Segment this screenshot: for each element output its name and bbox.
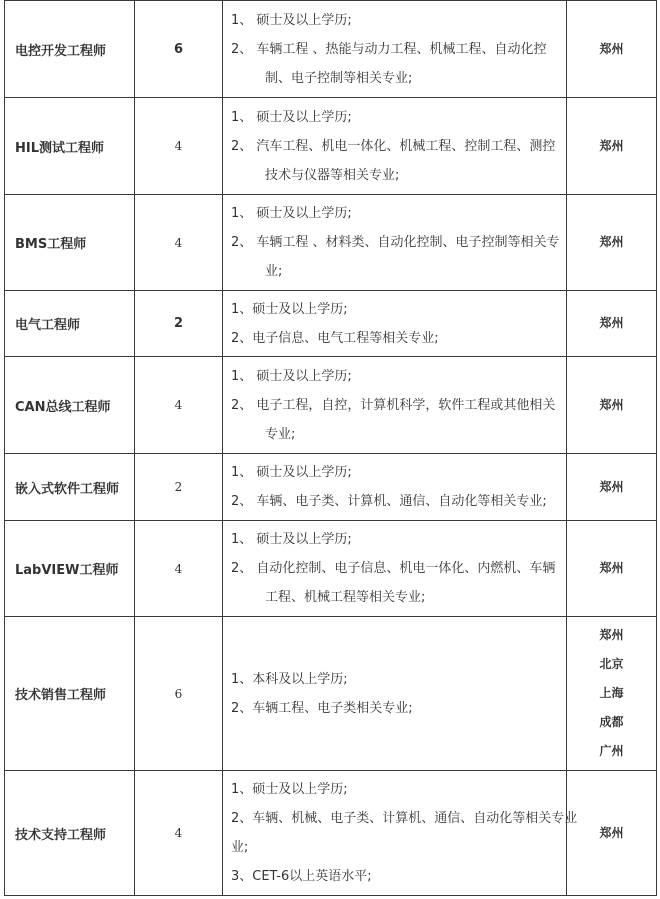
table-row [5,617,657,771]
requirements [223,357,567,454]
headcount: 4 [135,771,223,896]
table-row [5,1,657,98]
headcount: 4 [135,98,223,195]
table-row [5,98,657,195]
requirement-line: 1、 硕士及以上学历; [231,532,352,547]
location-name: 上海 [599,686,624,700]
job-title: 电气工程师 [5,291,135,357]
requirements [223,98,567,195]
table-row [5,291,657,357]
requirement-line: 1、 硕士及以上学历; [231,465,352,480]
job-title: 嵌入式软件工程师 [5,454,135,521]
requirement-line: 3、CET-6以上英语水平; [231,869,372,884]
location [567,291,657,357]
requirement-line: 1、本科及以上学历; [231,671,348,687]
job-title: LabVIEW工程师 [5,521,135,617]
requirement-line: 业; [231,840,249,855]
requirements [223,617,567,771]
requirement-line: 1、硕士及以上学历; [231,782,348,797]
table-row [5,357,657,454]
location-name: 郑州 [599,628,624,642]
table-row [5,454,657,521]
job-title: 电控开发工程师 [5,1,135,98]
job-title: HIL测试工程师 [5,98,135,195]
requirement-line: 1、 硕士及以上学历; [231,12,352,28]
location-name: 北京 [599,657,624,671]
requirement-line: 1、 硕士及以上学历; [231,206,352,221]
requirement-line: 2、电子信息、电气工程等相关专业; [231,330,439,346]
location [567,1,657,98]
headcount: 6 [135,617,223,771]
job-title: BMS工程师 [5,195,135,291]
requirement-line: 制、电子控制等相关专业; [265,70,413,86]
requirements [223,454,567,521]
requirement-line: 2、 车辆、电子类、计算机、通信、自动化等相关专业; [231,494,547,509]
location [567,617,657,771]
requirement-line: 1、 硕士及以上学历; [231,368,352,384]
location [567,195,657,291]
requirement-line: 专业; [265,426,296,442]
location-name: 成都 [599,715,624,729]
location [567,98,657,195]
table-row [5,195,657,291]
location [567,357,657,454]
location [567,454,657,521]
location-name: 郑州 [599,235,624,249]
requirement-line: 技术与仪器等相关专业; [265,167,400,183]
requirement-line: 1、 硕士及以上学历; [231,109,352,125]
requirements [223,1,567,98]
location-name: 郑州 [599,825,624,840]
job-table [4,0,657,896]
headcount: 4 [135,521,223,617]
headcount: 2 [135,291,223,357]
requirements [223,521,567,617]
requirement-line: 2、 自动化控制、电子信息、机电一体化、内燃机、车辆 [231,561,556,576]
requirement-line: 2、 电子工程，自控，计算机科学，软件工程或其他相关 [231,397,556,413]
requirement-line: 工程、机械工程等相关专业; [265,590,426,605]
headcount: 6 [135,1,223,98]
job-title: CAN总线工程师 [5,357,135,454]
headcount: 4 [135,195,223,291]
headcount: 4 [135,357,223,454]
requirements [223,195,567,291]
location [567,521,657,617]
requirement-line: 业; [265,264,283,279]
requirements [223,771,578,896]
table-row [5,521,657,617]
requirement-line: 2、 汽车工程、机电一体化、机械工程、控制工程、测控 [231,138,556,154]
requirement-line: 2、车辆、机械、电子类、计算机、通信、自动化等相关专业 [231,811,578,826]
location-name: 郑州 [599,138,624,153]
job-title: 技术支持工程师 [5,771,135,896]
requirement-line: 2、 车辆工程 、材料类、自动化控制、电子控制等相关专 [231,235,560,250]
requirement-line: 2、 车辆工程 、热能与动力工程、机械工程、自动化控 [231,41,547,57]
location-name: 郑州 [599,41,624,56]
location [567,771,657,896]
requirement-line: 2、车辆工程、电子类相关专业; [231,700,413,716]
requirements [223,291,567,357]
location-name: 广州 [599,744,624,758]
location-name: 郑州 [599,397,624,412]
requirement-line: 1、硕士及以上学历; [231,301,348,317]
location-name: 郑州 [599,316,624,330]
headcount: 2 [135,454,223,521]
table-row [5,771,657,896]
location-name: 郑州 [599,479,624,494]
location-name: 郑州 [599,561,624,575]
job-title: 技术销售工程师 [5,617,135,771]
